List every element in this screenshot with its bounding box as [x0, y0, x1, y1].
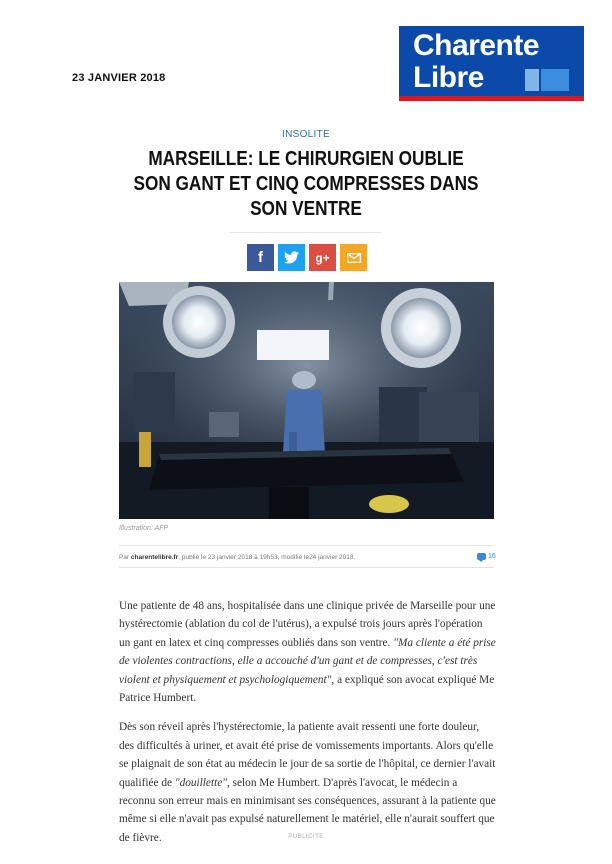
article-title: MARSEILLE: LE CHIRURGIEN OUBLIE SON GANT ET CINQ COMPRESSES DANS SON VENTRE — [133, 148, 479, 220]
comment-bubble-icon — [477, 553, 486, 560]
article-category[interactable]: INSOLITE — [282, 129, 330, 140]
byline-dates: , publié le 23 janvier 2018 à 19h53, modifié le24 janvier 2018. — [178, 554, 356, 561]
article-body — [119, 597, 496, 858]
twitter-icon — [284, 251, 299, 264]
article-photo — [119, 282, 494, 519]
article-paragraph-1: Une patiente de 48 ans, hospitalisée dans une clinique privée de Marseille pour une hystérectomie (ablation du col de l'utérus), a expulsé trois jours après l'opération un gant en latex et cinq compresses oubliés dans son ventre. "Ma cliente a été prise de violentes contractions, elle a accouché d'un gant et de compresses, c'est très violent et physiquement et psychologiquement", a expliqué son avocat expliqué Me Patrice Humbert. — [119, 600, 496, 705]
article-paragraph-2: Dès son réveil après l'hystérectomie, la patiente avait ressenti une forte douleur, des difficultés à uriner, et avait été prise de vomissements importants. Alors qu'elle se plaignait de son état au médecin le jour de sa sortie de l'hôpital, ce dernier l'avait qualifiée de "douillette", selon Me Humbert. D'après l'avocat, le médecin a reconnu son erreur mais en minimisant ses conséquences, assurant à la patiente que même si elle n'avait pas expulsé naturellement le matériel, elle n'aurait souffert que de fièvre. — [119, 721, 496, 844]
byline — [119, 554, 355, 561]
logo-word-charente: Charente — [413, 29, 540, 62]
logo-squares-icon — [525, 69, 569, 91]
share-bar — [247, 244, 367, 271]
charente-libre-logo[interactable] — [399, 26, 584, 101]
byline-author[interactable]: charentelibre.fr — [130, 554, 179, 561]
twitter-share-button[interactable] — [278, 244, 305, 271]
byline-divider-bottom — [119, 567, 494, 568]
byline-divider-top — [119, 545, 494, 546]
advertisement-label: PUBLICITE — [288, 834, 324, 840]
comment-count: 16 — [488, 553, 496, 560]
photo-caption: Illustration: AFP — [119, 525, 169, 532]
google-plus-icon: g+ — [315, 250, 330, 265]
google-plus-share-button[interactable] — [309, 244, 336, 271]
comments-link[interactable] — [477, 553, 496, 560]
byline-prefix: Par — [119, 554, 131, 561]
facebook-share-button[interactable] — [247, 244, 274, 271]
logo-word-libre: Libre — [413, 61, 484, 94]
facebook-icon: f — [258, 249, 263, 266]
operating-room-photo — [119, 282, 494, 519]
email-share-button[interactable] — [340, 244, 367, 271]
lawyer-quote: "Ma cliente a été prise de violentes contractions, elle a accouché d'un gant et de compresses, c'est très violent et physiquement et psychologiquement" — [119, 636, 496, 686]
mail-icon — [347, 253, 361, 263]
title-divider — [230, 232, 382, 233]
publication-date: 23 JANVIER 2018 — [72, 72, 166, 84]
doctor-quote: "douillette" — [174, 776, 227, 789]
